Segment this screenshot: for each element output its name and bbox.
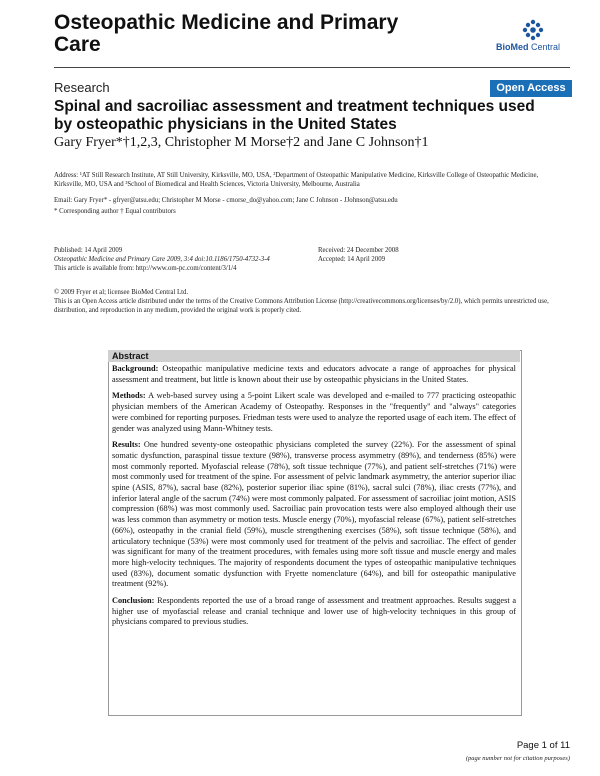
author-emails: Email: Gary Fryer* - gfryer@atsu.edu; Christopher M Morse - cmorse_do@yahoo.com; Jane C Johnson - JJohnson@atsu.edu	[54, 197, 398, 204]
article-type: Research	[54, 80, 110, 95]
abstract-heading: Abstract	[108, 350, 520, 362]
accepted-date: Accepted: 14 April 2009	[318, 256, 386, 264]
affiliations: Address: ¹AT Still Research Institute, AT Still University, Kirksville, MO, USA, ²Department of Osteopathic Manipulative Medicine, Kirksville College of Osteopathic Medicine, Kirksville, MO, USA and ³School of Biomedical and Health Sciences, Victoria University, Melbourne, Australia	[54, 172, 539, 189]
copyright: © 2009 Fryer et al; licensee BioMed Central Ltd.	[54, 289, 189, 296]
published-date: Published: 14 April 2009	[54, 247, 123, 254]
abstract-background: Background: Osteopathic manipulative medicine texts and educators advocate a range of approaches for physical assessment and treatment, but little is known about their use by osteopathic physicians in the United States.	[112, 364, 516, 384]
citation: Osteopathic Medicine and Primary Care 2009, 3:4 doi:10.1186/1750-4732-3-4	[54, 256, 270, 264]
corresponding-note: * Corresponding author † Equal contributors	[54, 208, 176, 215]
abstract-conclusion: Conclusion: Respondents reported the use of a broad range of assessment and treatment approaches. Results suggest a higher use of myofascial release and cranial technique and lower use of high-velocity techniques in this group of physicians compared to previous studies.	[112, 596, 516, 627]
license-text: This is an Open Access article distributed under the terms of the Creative Commons Attribution License (http://creativecommons.org/licenses/by/2.0), which permits unrestricted use, distribution, and reproduction in any medium, provided the original work is properly cited.	[54, 298, 549, 315]
abstract-methods: Methods: A web-based survey using a 5-point Likert scale was developed and e-mailed to 777 practicing osteopathic physician members of the American Academy of Osteopathy. Responses in the "frequently" and "always" categories were combined for reporting purposes. Friedman tests were used to analyze the reported usage of each item. The effect of gender was analyzed using Mann-Whitney tests.	[112, 391, 516, 433]
article-title: Spinal and sacroiliac assessment and treatment techniques used by osteopathic physicians in the United States	[54, 98, 535, 133]
page-number: Page 1 of 11	[516, 740, 570, 751]
license-block	[54, 288, 554, 316]
page-number-note: (page number not for citation purposes)	[465, 755, 570, 762]
abstract-body	[112, 364, 516, 634]
received-date: Received: 24 December 2008	[318, 247, 399, 254]
authors: Gary Fryer*†1,2,3, Christopher M Morse†2 and Jane C Johnson†1	[54, 135, 429, 150]
abstract-results: Results: One hundred seventy-one osteopathic physicians completed the survey (22%). For the assessment of spinal somatic dysfunction, paraspinal tissue texture (98%), transverse process asymmetry (89%), and tenderness (85%) were most commonly reported. Myofascial release (78%), soft tissue technique (77%), and patient self-stretches (71%) were most commonly used for treatment of the spine. For assessment of pelvic landmark asymmetry, the anterior superior iliac spine (ASIS, 87%), sacral base (82%), posterior superior iliac spine (81%), sacral sulci (78%), iliac crests (77%), and inferior lateral angle of the sacrum (74%) were most commonly palpated. For assessment of sacroiliac joint motion, ASIS compression (68%) was most commonly used. Sacroiliac pain provocation tests were also employed although their use was less common than asymmetry or motion tests. Muscle energy (70%), myofascial release (67%), patient self-stretches (66%), osteopathy in the cranial field (59%), muscle strengthening exercises (58%), soft tissue technique (58%), and articulatory technique (53%) were most commonly used for treatment of the pelvis and sacroiliac. The effect of gender was significant for many of the treatment procedures, with females using more soft tissue and muscle energy and males more high-velocity techniques. The majority of respondents document the types of osteopathic manipulative techniques used (83%), document somatic dysfunction with Fryette nomenclature (64%), and bill for osteopathic manipulative treatment (92%).	[112, 440, 516, 589]
publisher-name: BioMed Central	[496, 42, 561, 52]
article-url[interactable]: This article is available from: http://www.om-pc.com/content/3/1/4	[54, 265, 237, 273]
header-divider	[54, 67, 570, 68]
open-access-badge: Open Access	[490, 80, 572, 97]
journal-title: Osteopathic Medicine and Primary Care	[54, 11, 399, 56]
publication-info	[54, 246, 294, 274]
received-info	[318, 246, 538, 264]
